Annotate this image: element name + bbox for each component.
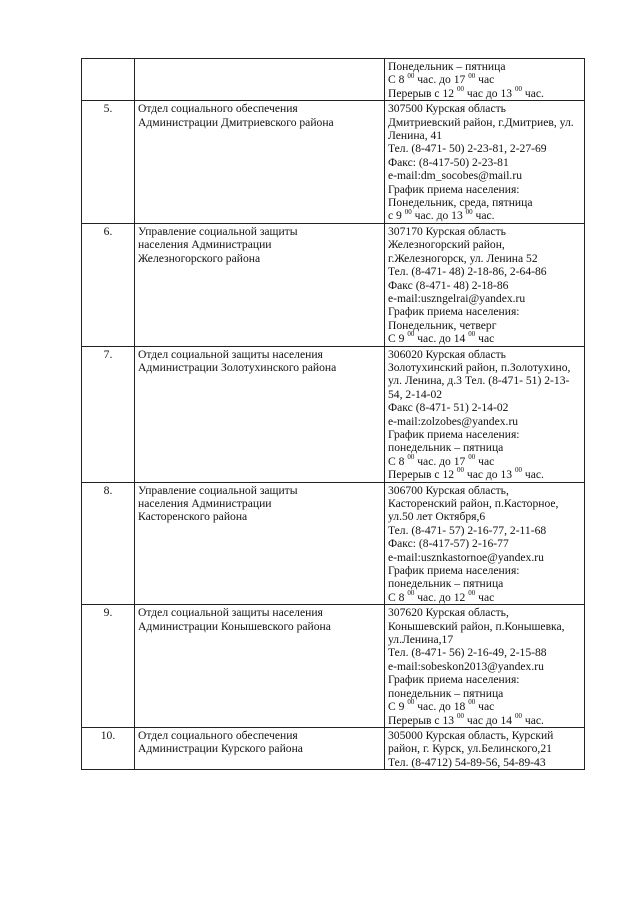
contact-info-line: 307170 Курская область <box>388 224 506 238</box>
organization-name-line: Управление социальной защиты <box>138 224 298 238</box>
table-row <box>82 346 585 482</box>
row-number-cell <box>82 346 135 482</box>
time-minutes-superscript: 00 <box>407 71 415 80</box>
contact-info-line: Понедельник – пятница <box>388 60 506 73</box>
row-number: 7. <box>103 347 113 361</box>
row-number: 9. <box>103 606 113 620</box>
contact-info-text: час <box>475 590 495 604</box>
row-number-cell <box>82 605 135 728</box>
contact-info-text: час до 13 <box>463 86 515 100</box>
organization-name-line: населения Администрации <box>138 238 272 252</box>
contact-info-line: ул.Ленина,17 <box>388 633 454 647</box>
contact-info-cell <box>385 605 585 728</box>
contact-info-text: час. до 13 <box>411 209 466 223</box>
organization-name-line: Администрации Конышевского района <box>138 619 331 633</box>
contact-info-text: С 8 <box>388 454 408 468</box>
table-row <box>82 727 585 769</box>
contact-info-text: час. до 17 <box>414 73 469 87</box>
contact-info-text: час <box>475 700 495 714</box>
contact-info-line: Факс (8-471- 48) 2-18-86 <box>388 278 509 292</box>
organization-name-line: Администрации Курского района <box>138 742 303 756</box>
time-minutes-superscript: 00 <box>468 330 476 339</box>
contact-info-text: час до 13 <box>463 468 515 482</box>
contact-info-line: График приема населения: <box>388 564 520 578</box>
contact-info-line: Факс: (8-417-57) 2-16-77 <box>388 537 509 551</box>
contact-info-line: e-mail:sobeskon2013@yandex.ru <box>388 659 544 673</box>
contact-info-text: Перерыв с 13 <box>388 713 457 727</box>
contact-info-line: График приема населения: <box>388 182 520 196</box>
contact-info-line <box>388 332 581 345</box>
contact-info-line: e-mail:zolzobes@yandex.ru <box>388 414 519 428</box>
contact-info-line: 305000 Курская область, Курский <box>388 728 554 742</box>
time-minutes-superscript: 00 <box>468 588 476 597</box>
organization-name-line: Касторенского района <box>138 510 248 524</box>
contact-info-line: Золотухинский район, п.Золотухино, <box>388 360 571 374</box>
contact-info-line: Факс: (8-417-50) 2-23-81 <box>388 155 509 169</box>
contact-info-text: час. <box>521 86 544 100</box>
contact-info-line: График приема населения: <box>388 305 520 319</box>
row-number-cell <box>82 59 135 101</box>
contact-info-line: 54, 2-14-02 <box>388 387 443 401</box>
time-minutes-superscript: 00 <box>514 84 522 93</box>
time-minutes-superscript: 00 <box>456 84 464 93</box>
time-minutes-superscript: 00 <box>514 711 522 720</box>
contact-info-line: 306020 Курская область <box>388 347 506 361</box>
contact-info-text: час. <box>521 713 544 727</box>
contact-info-line: Касторенский район, п.Касторное, <box>388 497 559 510</box>
organization-name-line: Отдел социального обеспечения <box>138 102 298 116</box>
contact-info-line: понедельник – пятница <box>388 686 504 700</box>
contact-info-text: час. до 12 <box>414 590 469 604</box>
contact-info-line: ул. Ленина, д.3 Тел. (8-471- 51) 2-13- <box>388 374 570 388</box>
contact-info-text: час. до 18 <box>414 700 469 714</box>
contact-info-line: Ленина, 41 <box>388 129 443 143</box>
contact-info-line: График приема населения: <box>388 427 520 441</box>
contact-info-cell <box>385 223 585 346</box>
time-minutes-superscript: 00 <box>407 588 415 597</box>
organization-name-cell <box>135 223 385 346</box>
time-minutes-superscript: 00 <box>456 711 464 720</box>
contact-info-line <box>388 468 581 481</box>
organization-name-line: Администрации Дмитриевского района <box>138 115 334 129</box>
contact-info-line: Тел. (8-471- 56) 2-16-49, 2-15-88 <box>388 646 547 660</box>
contact-info-text: С 8 <box>388 73 408 87</box>
organization-name-cell <box>135 482 385 605</box>
contact-info-text: час. до 17 <box>414 454 469 468</box>
contact-info-text: час. <box>521 468 544 482</box>
organization-name-cell <box>135 727 385 769</box>
contact-info-line <box>388 452 581 468</box>
organization-name-line: Управление социальной защиты <box>138 483 298 497</box>
contact-info-line <box>388 711 581 727</box>
contact-info-line: Тел. (8-471- 57) 2-16-77, 2-11-68 <box>388 523 547 537</box>
contact-info-cell <box>385 482 585 605</box>
row-number-cell <box>82 727 135 769</box>
contact-info-text: С 9 <box>388 332 408 346</box>
contact-info-line: 307620 Курская область, <box>388 606 509 620</box>
contact-info-line: район, г. Курск, ул.Белинского,21 <box>388 742 552 756</box>
contact-info-cell <box>385 59 585 101</box>
organization-name-cell <box>135 101 385 224</box>
organization-name-line: Отдел социальной защиты населения <box>138 347 323 361</box>
time-minutes-superscript: 00 <box>407 452 415 461</box>
contact-info-cell <box>385 727 585 769</box>
contact-info-line <box>388 84 581 100</box>
contact-info-text: час до 14 <box>463 713 515 727</box>
contact-info-text: час <box>475 332 495 346</box>
row-number-cell <box>82 101 135 224</box>
contact-info-line: ул.50 лет Октября,6 <box>388 510 486 524</box>
contact-info-text: С 8 <box>388 590 408 604</box>
contact-info-line: 307500 Курская область <box>388 102 506 116</box>
contact-info-line: Понедельник, среда, пятница <box>388 196 533 210</box>
contact-info-line: e-mail:usznkastornoe@yandex.ru <box>388 550 544 564</box>
contact-info-line <box>388 209 581 222</box>
time-minutes-superscript: 00 <box>407 698 415 707</box>
organization-name-cell <box>135 59 385 101</box>
time-minutes-superscript: 00 <box>404 207 412 216</box>
contact-info-line: Понедельник, четверг <box>388 318 497 332</box>
organization-name-line: Администрации Золотухинского района <box>138 360 337 374</box>
contact-info-text: С 9 <box>388 700 408 714</box>
contact-info-line: e-mail:uszngelrai@yandex.ru <box>388 291 526 305</box>
organization-name-line: населения Администрации <box>138 497 272 510</box>
time-minutes-superscript: 00 <box>456 466 464 475</box>
contact-info-line: Факс (8-471- 51) 2-14-02 <box>388 401 509 415</box>
contact-info-line: понедельник – пятница <box>388 577 504 591</box>
time-minutes-superscript: 00 <box>465 207 473 216</box>
contact-info-text: час. <box>472 209 495 223</box>
contact-info-line: График приема населения: <box>388 673 520 687</box>
organization-name-line: Железногорского района <box>138 251 261 265</box>
row-number: 6. <box>103 224 113 238</box>
contact-info-line: e-mail:dm_socobes@mail.ru <box>388 169 522 183</box>
contact-info-line: понедельник – пятница <box>388 441 504 455</box>
row-number: 5. <box>103 102 113 116</box>
social-protection-contacts-table <box>81 58 585 770</box>
contact-info-text: с 9 <box>388 209 405 223</box>
contact-info-line <box>388 588 581 604</box>
time-minutes-superscript: 00 <box>468 698 476 707</box>
contact-info-line: Железногорский район, <box>388 238 505 252</box>
time-minutes-superscript: 00 <box>407 330 415 339</box>
table-row <box>82 59 585 101</box>
row-number: 8. <box>103 483 113 497</box>
table-row <box>82 482 585 605</box>
row-number-cell <box>82 223 135 346</box>
organization-name-cell <box>135 346 385 482</box>
time-minutes-superscript: 00 <box>468 452 476 461</box>
contact-info-line: Тел. (8-4712) 54-89-56, 54-89-43 <box>388 755 546 769</box>
contact-info-text: Перерыв с 12 <box>388 468 457 482</box>
contact-info-line <box>388 73 581 86</box>
contact-info-line: Тел. (8-471- 50) 2-23-81, 2-27-69 <box>388 142 547 156</box>
contact-info-cell <box>385 101 585 224</box>
contact-info-cell <box>385 346 585 482</box>
contact-info-text: час <box>475 454 495 468</box>
contact-info-line: г.Железногорск, ул. Ленина 52 <box>388 251 538 265</box>
organization-name-line: Отдел социального обеспечения <box>138 728 298 742</box>
contact-info-text: час. до 14 <box>414 332 469 346</box>
row-number: 10. <box>100 728 116 742</box>
row-number-cell <box>82 482 135 605</box>
table-body <box>82 59 585 770</box>
contact-info-text: Перерыв с 12 <box>388 86 457 100</box>
time-minutes-superscript: 00 <box>468 71 476 80</box>
contact-info-line: 306700 Курская область, <box>388 483 509 497</box>
contact-info-line <box>388 700 581 713</box>
contact-info-text: час <box>475 73 495 87</box>
contact-info-line: Конышевский район, п.Конышевка, <box>388 619 565 633</box>
organization-name-cell <box>135 605 385 728</box>
table-row <box>82 605 585 728</box>
contact-info-line: Дмитриевский район, г.Дмитриев, ул. <box>388 115 574 129</box>
contact-info-line: Тел. (8-471- 48) 2-18-86, 2-64-86 <box>388 265 547 279</box>
table-row <box>82 223 585 346</box>
time-minutes-superscript: 00 <box>514 466 522 475</box>
table-row <box>82 101 585 224</box>
organization-name-line: Отдел социальной защиты населения <box>138 606 323 620</box>
